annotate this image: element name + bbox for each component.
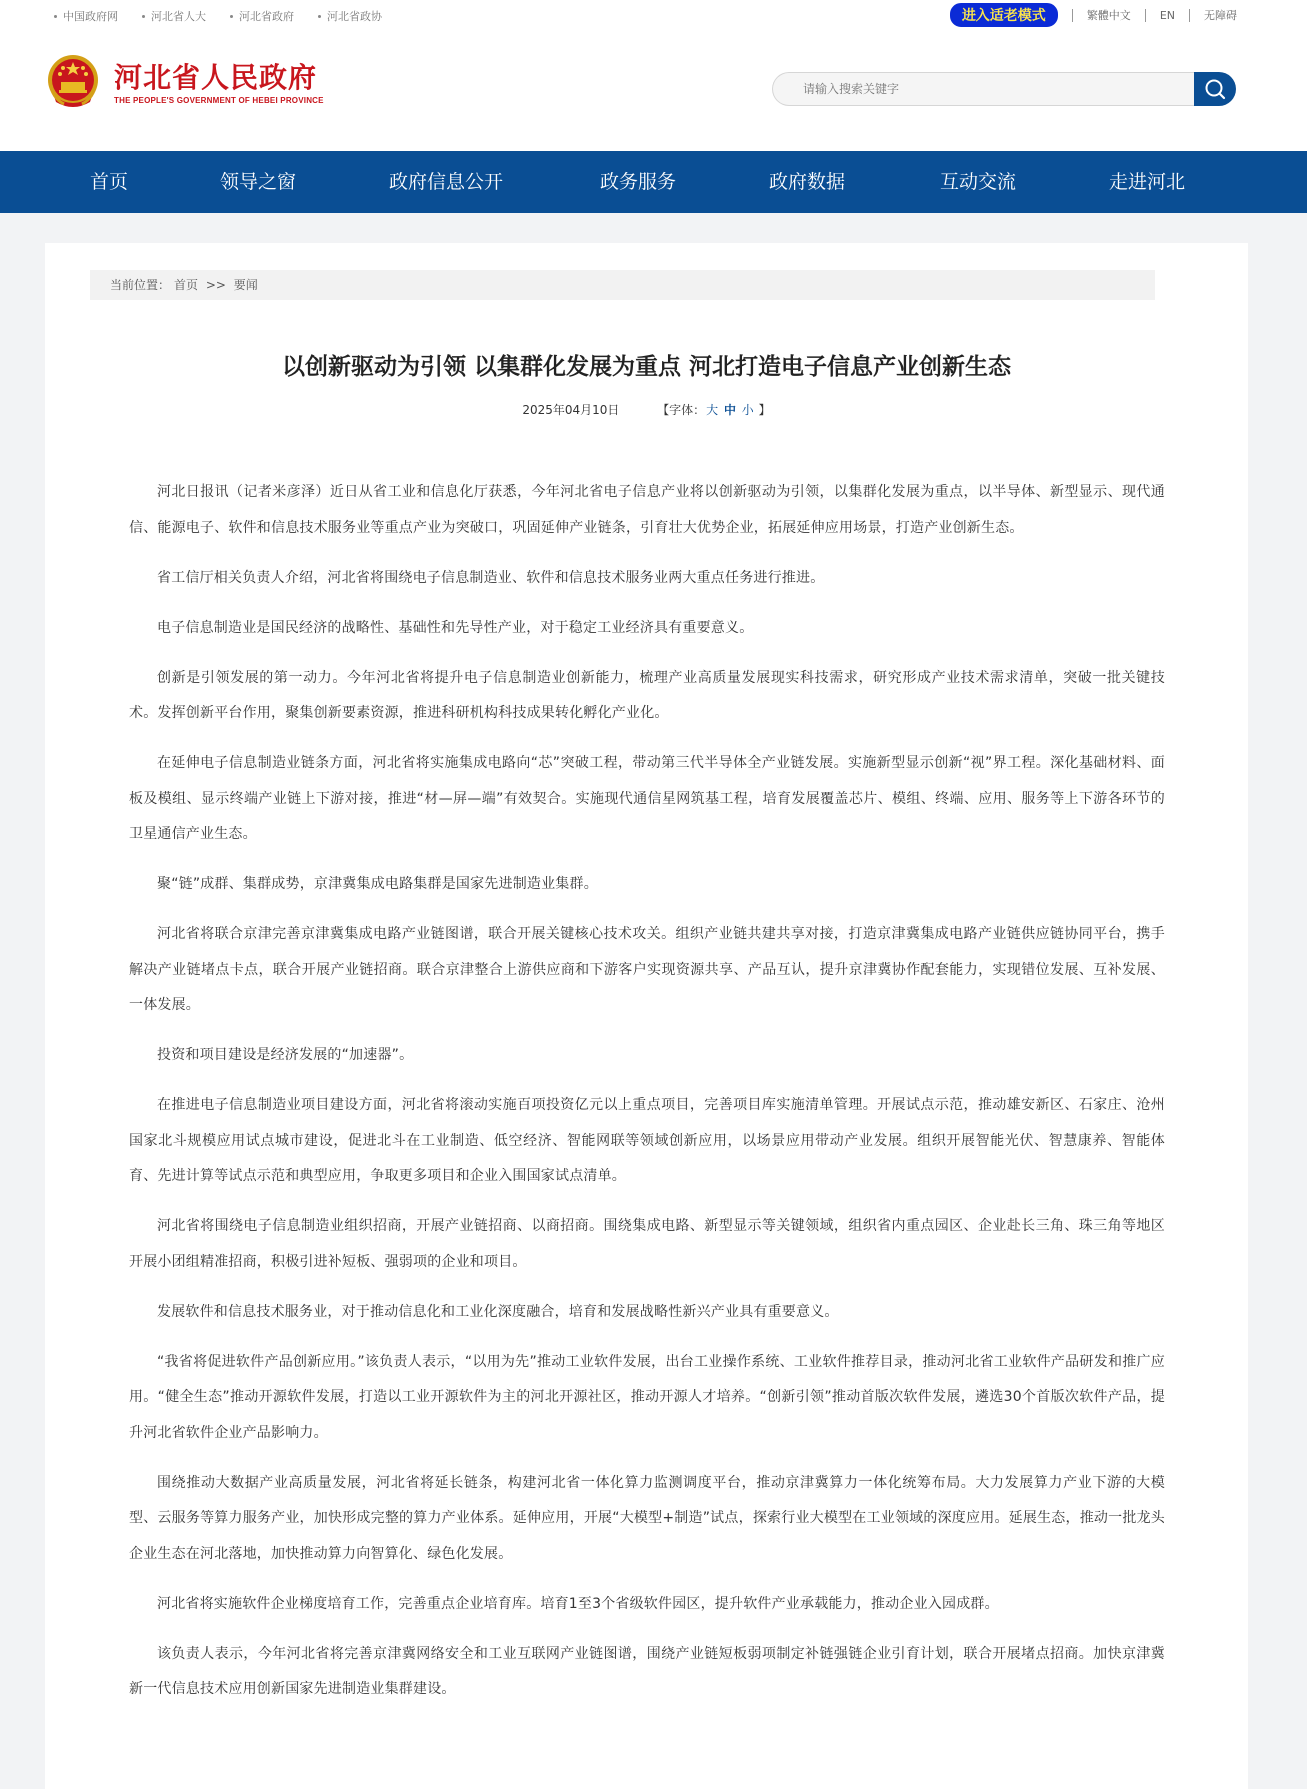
external-links	[54, 8, 406, 24]
article-paragraph: 在推进电子信息制造业项目建设方面，河北省将滚动实施百项投资亿元以上重点项目，完善项目库实施清单管理。开展试点示范，推动雄安新区、石家庄、沧州国家北斗规模应用试点城市建设，促进北斗在工业制造、低空经济、智能网联等领域创新应用，以场景应用带动产业发展。组织开展智能光伏、智慧康养、智能体育、先进计算等试点示范和典型应用，争取更多项目和企业入围国家试点清单。	[129, 1097, 1165, 1184]
article-paragraph: 河北省将实施软件企业梯度培育工作，完善重点企业培育库。培育1至3个省级软件园区，提升软件产业承载能力，推动企业入园成群。	[157, 1595, 999, 1612]
english-link[interactable]: EN	[1159, 8, 1175, 22]
top-right-tools	[950, 3, 1237, 27]
font-large-button[interactable]: 大	[706, 403, 719, 417]
top-utility-bar	[0, 0, 1307, 30]
nav-item-info-disclosure[interactable]: 政府信息公开	[389, 171, 504, 193]
site-title[interactable]: 河北省人民政府	[114, 61, 318, 94]
link-hebei-npc[interactable]	[142, 8, 206, 24]
article-paragraph: 河北日报讯（记者米彦泽）近日从省工业和信息化厅获悉，今年河北省电子信息产业将以创新驱动为引领，以集群化发展为重点，以半导体、新型显示、现代通信、能源电子、软件和信息技术服务业等重点产业为突破口，巩固延伸产业链条，引育壮大优势企业，拓展延伸应用场景，打造产业创新生态。	[129, 484, 1165, 536]
font-small-button[interactable]: 小	[741, 403, 754, 417]
article-paragraph: 河北省将围绕电子信息制造业组织招商，开展产业链招商、以商招商。围绕集成电路、新型显示等关键领域，组织省内重点园区、企业赴长三角、珠三角等地区开展小团组精准招商，积极引进补短板、强弱项的企业和项目。	[129, 1218, 1165, 1270]
breadcrumb-label: 当前位置：	[110, 278, 171, 292]
nav-item-home[interactable]: 首页	[90, 171, 129, 193]
link-label: 河北省政府	[239, 10, 294, 23]
divider	[1072, 9, 1073, 22]
search-icon	[1204, 78, 1226, 100]
article-paragraph: 该负责人表示，今年河北省将完善京津冀网络安全和工业互联网产业链图谱，围绕产业链短板弱项制定补链强链企业引育计划，联合开展堵点招商。加快京津冀新一代信息技术应用创新国家先进制造业集群建设。	[129, 1645, 1165, 1697]
breadcrumb	[90, 270, 1155, 300]
bullet-icon	[230, 15, 233, 18]
font-size-close: 】	[758, 403, 771, 417]
search-bar	[772, 72, 1236, 106]
link-hebei-cppcc[interactable]	[318, 8, 382, 24]
article-paragraph: 发展软件和信息技术服务业，对于推动信息化和工业化深度融合，培育和发展战略性新兴产业具有重要意义。	[157, 1303, 839, 1320]
site-header	[0, 30, 1307, 151]
site-subtitle: THE PEOPLE'S GOVERNMENT OF HEBEI PROVINCE	[114, 96, 324, 105]
article-card	[45, 243, 1248, 1789]
article-meta	[45, 401, 1248, 418]
search-button[interactable]	[1194, 72, 1236, 106]
link-gov-cn[interactable]	[54, 8, 118, 24]
accessibility-link[interactable]: 无障碍	[1204, 9, 1237, 22]
elder-mode-button[interactable]: 进入适老模式	[950, 3, 1058, 27]
search-input[interactable]	[772, 72, 1196, 106]
nav-item-leaders[interactable]: 领导之窗	[220, 171, 297, 193]
article-paragraph: 聚“链”成群、集群成势，京津冀集成电路集群是国家先进制造业集群。	[157, 876, 598, 892]
nav-item-interaction[interactable]: 互动交流	[940, 171, 1017, 193]
main-nav	[0, 151, 1307, 213]
national-emblem-icon[interactable]	[46, 52, 100, 110]
font-medium-button[interactable]: 中	[723, 403, 736, 417]
link-label: 河北省政协	[327, 10, 382, 23]
bullet-icon	[318, 15, 321, 18]
link-label: 河北省人大	[151, 10, 206, 23]
link-hebei-gov[interactable]	[230, 8, 294, 24]
nav-item-about-hebei[interactable]: 走进河北	[1109, 171, 1186, 193]
bullet-icon	[142, 15, 145, 18]
divider	[1145, 9, 1146, 22]
publish-date: 2025年04月10日	[522, 403, 620, 417]
link-label: 中国政府网	[63, 10, 118, 23]
article-body	[129, 475, 1165, 1722]
article-paragraph: 电子信息制造业是国民经济的战略性、基础性和先导性产业，对于稳定工业经济具有重要意义。	[157, 619, 754, 636]
bullet-icon	[54, 15, 57, 18]
article-paragraph: 省工信厅相关负责人介绍，河北省将围绕电子信息制造业、软件和信息技术服务业两大重点任务进行推进。	[157, 569, 825, 586]
article-paragraph: 在延伸电子信息制造业链条方面，河北省将实施集成电路向“芯”突破工程，带动第三代半导体全产业链发展。实施新型显示创新“视”界工程。深化基础材料、面板及模组、显示终端产业链上下游对接，推进“材—屏—端”有效契合。实施现代通信星网筑基工程，培育发展覆盖芯片、模组、终端、应用、服务等上下游各环节的卫星通信产业生态。	[129, 755, 1165, 842]
breadcrumb-current[interactable]: 要闻	[233, 278, 258, 292]
article-paragraph: “我省将促进软件产品创新应用。”该负责人表示，“以用为先”推动工业软件发展，出台工业操作系统、工业软件推荐目录，推动河北省工业软件产品研发和推广应用。“健全生态”推动开源软件发展，打造以工业开源软件为主的河北开源社区，推动开源人才培养。“创新引领”推动首版次软件发展，遴选30个首版次软件产品，提升河北省软件企业产品影响力。	[129, 1353, 1165, 1441]
nav-item-gov-data[interactable]: 政府数据	[769, 171, 846, 193]
breadcrumb-separator: >>	[205, 278, 226, 292]
article-title: 以创新驱动为引领 以集群化发展为重点 河北打造电子信息产业创新生态	[281, 354, 1011, 380]
divider	[1189, 9, 1190, 22]
article-paragraph: 投资和项目建设是经济发展的“加速器”。	[157, 1047, 414, 1063]
article-paragraph: 围绕推动大数据产业高质量发展，河北省将延长链条，构建河北省一体化算力监测调度平台，推动京津冀算力一体化统筹布局。大力发展算力产业下游的大模型、云服务等算力服务产业，加快形成完整的算力产业体系。延伸应用，开展“大模型+制造”试点，探索行业大模型在工业领域的深度应用。延展生态，推动一批龙头企业生态在河北落地，加快推动算力向智算化、绿色化发展。	[129, 1474, 1165, 1562]
font-size-label: 【字体：	[657, 403, 706, 417]
traditional-chinese-link[interactable]: 繁體中文	[1086, 9, 1131, 22]
article-paragraph: 河北省将联合京津完善京津冀集成电路产业链图谱，联合开展关键核心技术攻关。组织产业链共建共享对接，打造京津冀集成电路产业链供应链协同平台，携手解决产业链堵点卡点，联合开展产业链招商。联合京津整合上游供应商和下游客户实现资源共享、产品互认，提升京津冀协作配套能力，实现错位发展、互补发展、一体发展。	[129, 926, 1165, 1013]
breadcrumb-home[interactable]: 首页	[174, 278, 199, 292]
article-paragraph: 创新是引领发展的第一动力。今年河北省将提升电子信息制造业创新能力，梳理产业高质量发展现实科技需求，研究形成产业技术需求清单，突破一批关键技术。发挥创新平台作用，聚集创新要素资源，推进科研机构科技成果转化孵化产业化。	[129, 669, 1165, 721]
nav-item-gov-services[interactable]: 政务服务	[600, 171, 677, 193]
